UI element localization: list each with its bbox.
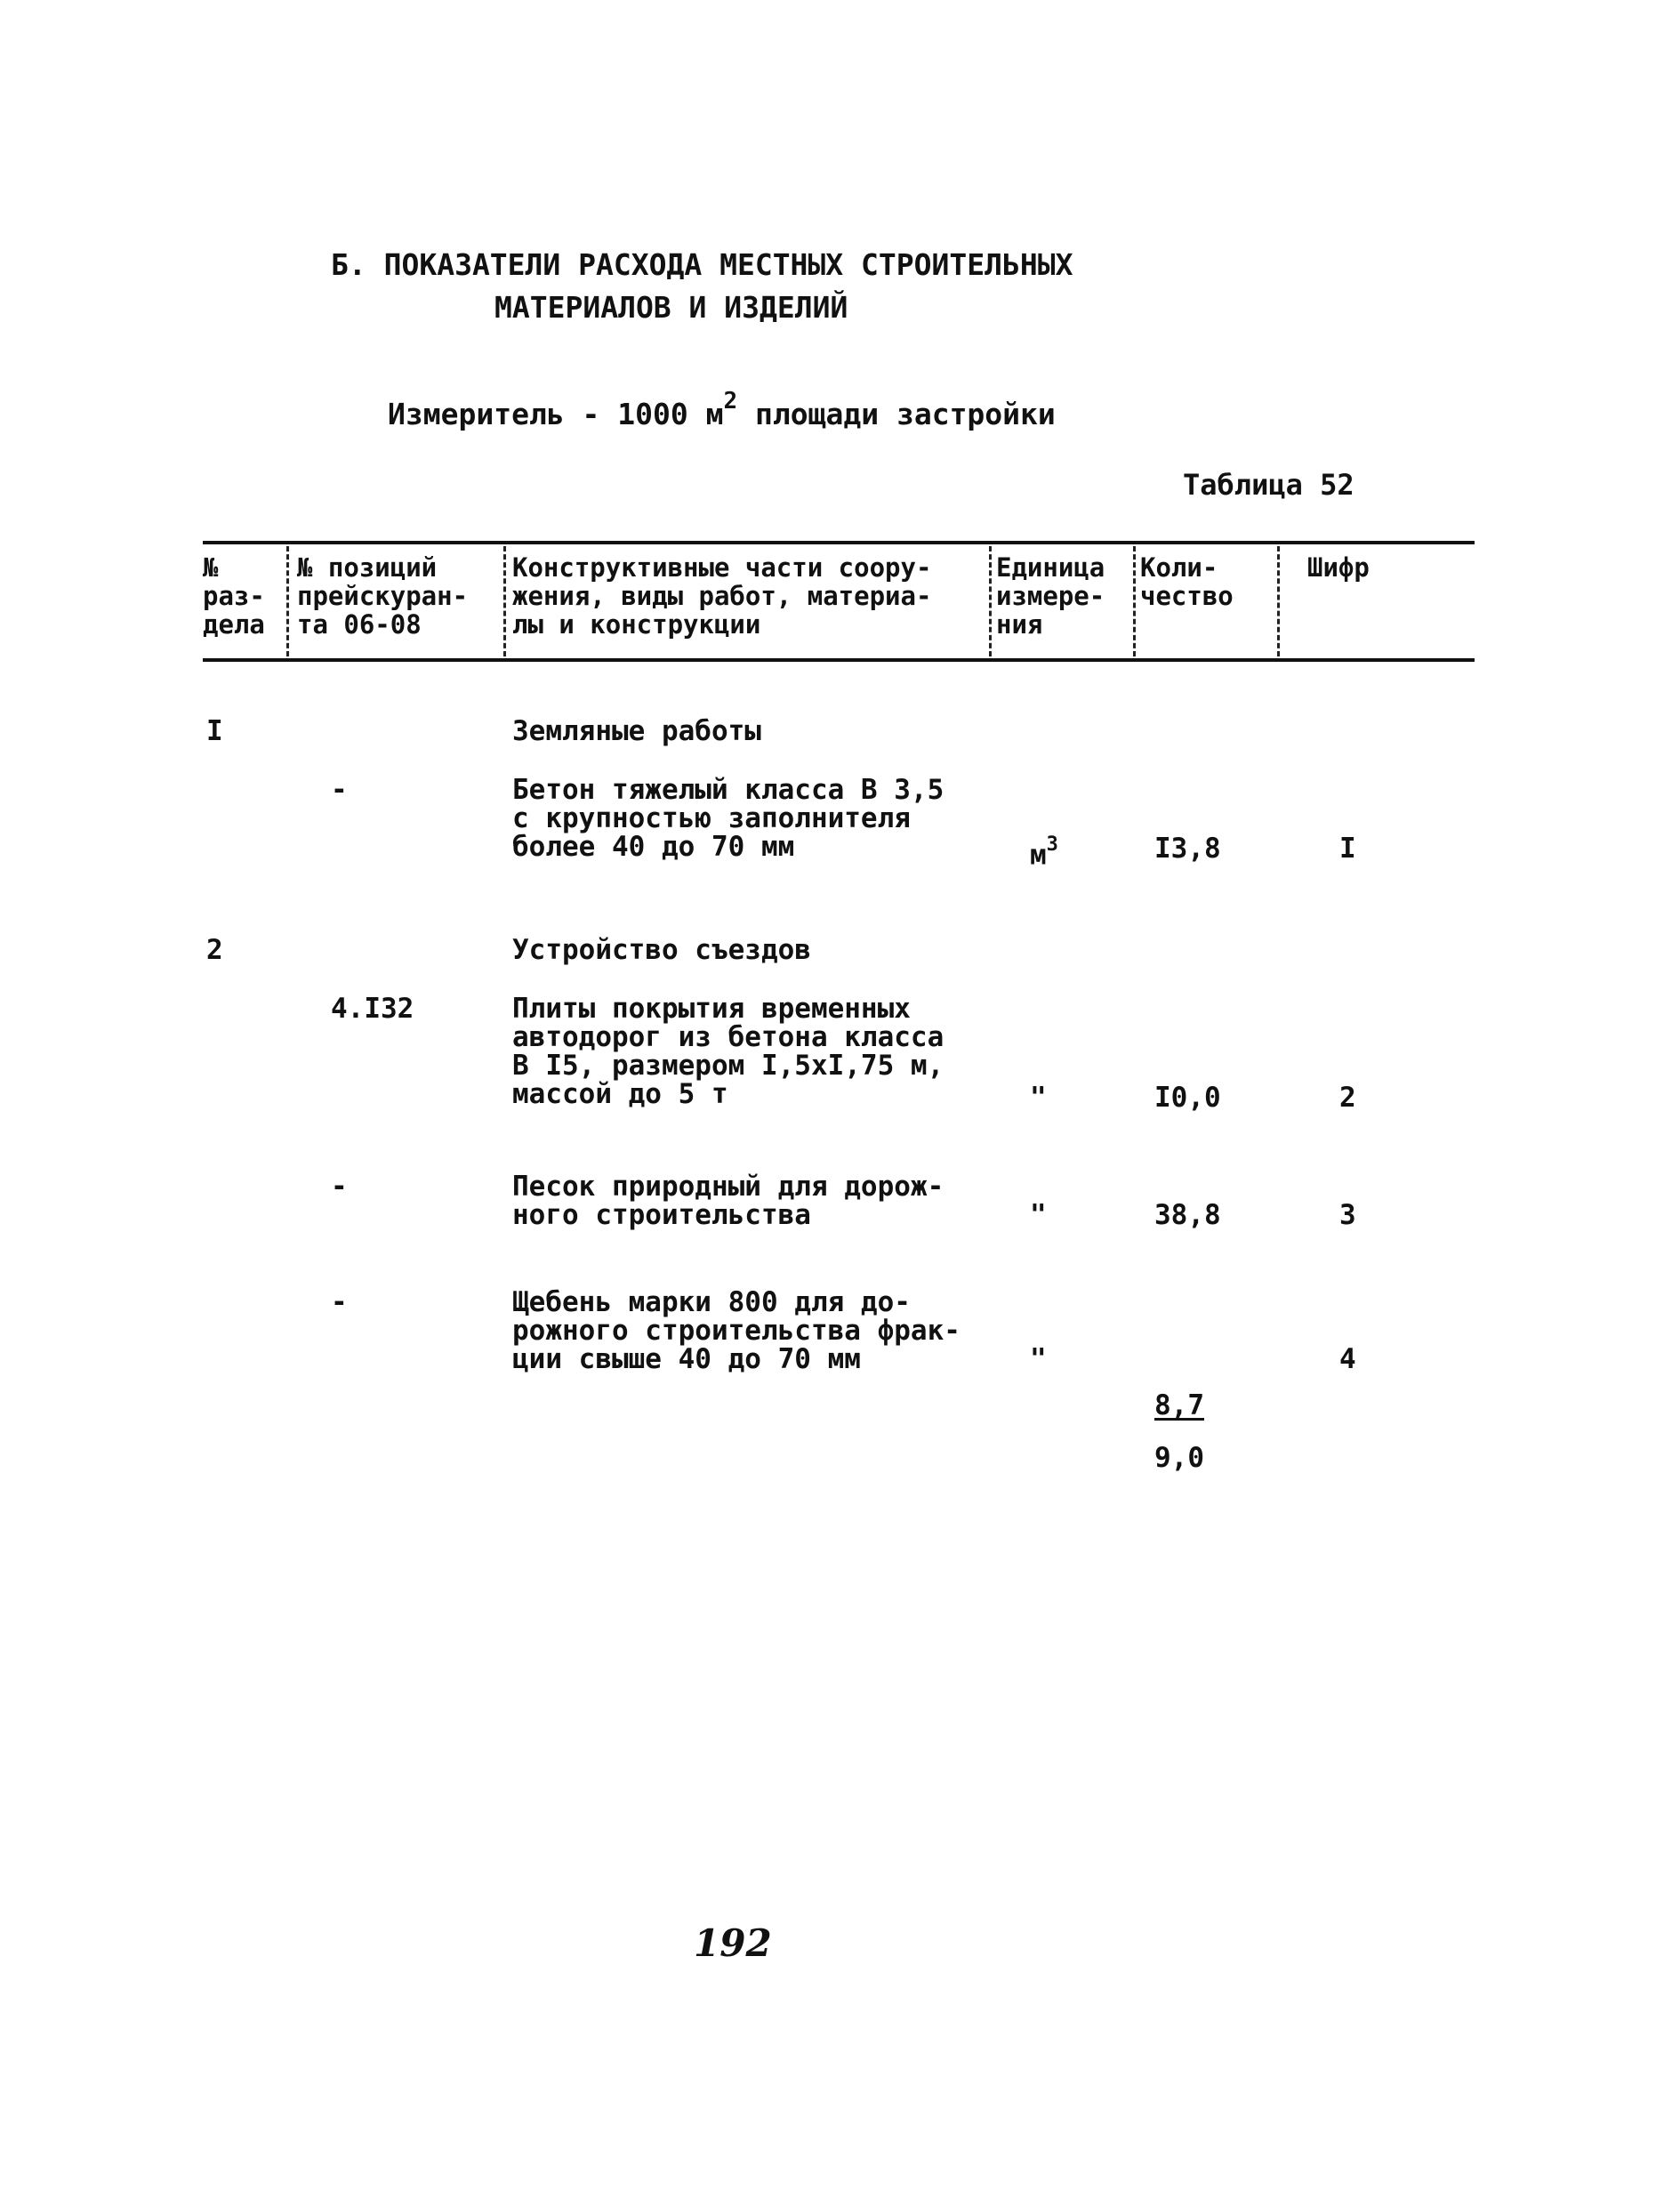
row-unit: " [1030, 1343, 1047, 1375]
row-code: I [1339, 833, 1356, 865]
row-unit [1030, 833, 1058, 872]
header-unit: Единица измере- ния [996, 552, 1105, 640]
column-separator [1277, 546, 1280, 656]
row-quantity: I3,8 [1154, 833, 1221, 865]
row-quantity-fraction [1154, 1340, 1204, 1497]
table-number-label: Таблица 52 [1183, 468, 1354, 502]
row-description: Плиты покрытия временных автодорог из бетона класса В I5, размером I,5xI,75 м, массой до 5 т [512, 993, 944, 1110]
row-code: 4 [1339, 1343, 1356, 1375]
row-code: 2 [1339, 1082, 1356, 1114]
row-description: Устройство съездов [512, 934, 811, 966]
row-description: Песок природный для дорож- ного строительства [512, 1171, 944, 1231]
measurement-unit-line [388, 388, 1056, 431]
table-top-rule [203, 541, 1475, 544]
row-position: - [331, 1286, 348, 1318]
row-quantity: 38,8 [1154, 1199, 1221, 1231]
unit-power: 3 [1046, 833, 1058, 856]
row-position: 4.I32 [331, 993, 414, 1025]
header-section-number: № раз- дела [203, 552, 265, 640]
header-structural-parts: Конструктивные части соору- жения, виды работ, материа- лы и конструкции [512, 552, 932, 640]
row-position: - [331, 774, 348, 806]
header-price-list-position: № позиций прейскуран- та 06-08 [297, 552, 469, 640]
quantity-value: 8,7 [1154, 1389, 1204, 1421]
row-code: 3 [1339, 1199, 1356, 1231]
row-description: Щебень марки 800 для до- рожного строительства фрак- ции свыше 40 до 70 мм [512, 1286, 961, 1375]
section-heading: Б. ПОКАЗАТЕЛИ РАСХОДА МЕСТНЫХ СТРОИТЕЛЬНЫХ [331, 247, 1073, 282]
meter-suffix: площади застройки [737, 397, 1056, 431]
row-quantity: I0,0 [1154, 1082, 1221, 1114]
unit-text: м [1030, 839, 1047, 872]
meter-prefix: Измеритель - 1000 м [388, 397, 724, 431]
row-section-number: 2 [206, 934, 223, 966]
meter-power: 2 [723, 388, 738, 415]
section-heading-continued: МАТЕРИАЛОВ И ИЗДЕЛИЙ [494, 290, 848, 325]
row-unit: " [1030, 1082, 1047, 1114]
row-section-number: I [206, 715, 223, 747]
column-separator [286, 546, 289, 656]
page-number: 192 [694, 1921, 772, 1965]
row-unit: " [1030, 1199, 1047, 1231]
quantity-fraction [1154, 1368, 1204, 1495]
column-separator [503, 546, 506, 656]
header-code: Шифр [1307, 552, 1370, 583]
row-description: Земляные работы [512, 715, 761, 747]
header-quantity: Коли- чество [1140, 552, 1234, 611]
quantity-alt-value: 9,0 [1154, 1442, 1204, 1474]
row-position: - [331, 1171, 348, 1203]
column-separator [1133, 546, 1136, 656]
table-header-bottom-rule [203, 658, 1475, 662]
row-description: Бетон тяжелый класса В 3,5 с крупностью заполнителя более 40 до 70 мм [512, 774, 944, 863]
